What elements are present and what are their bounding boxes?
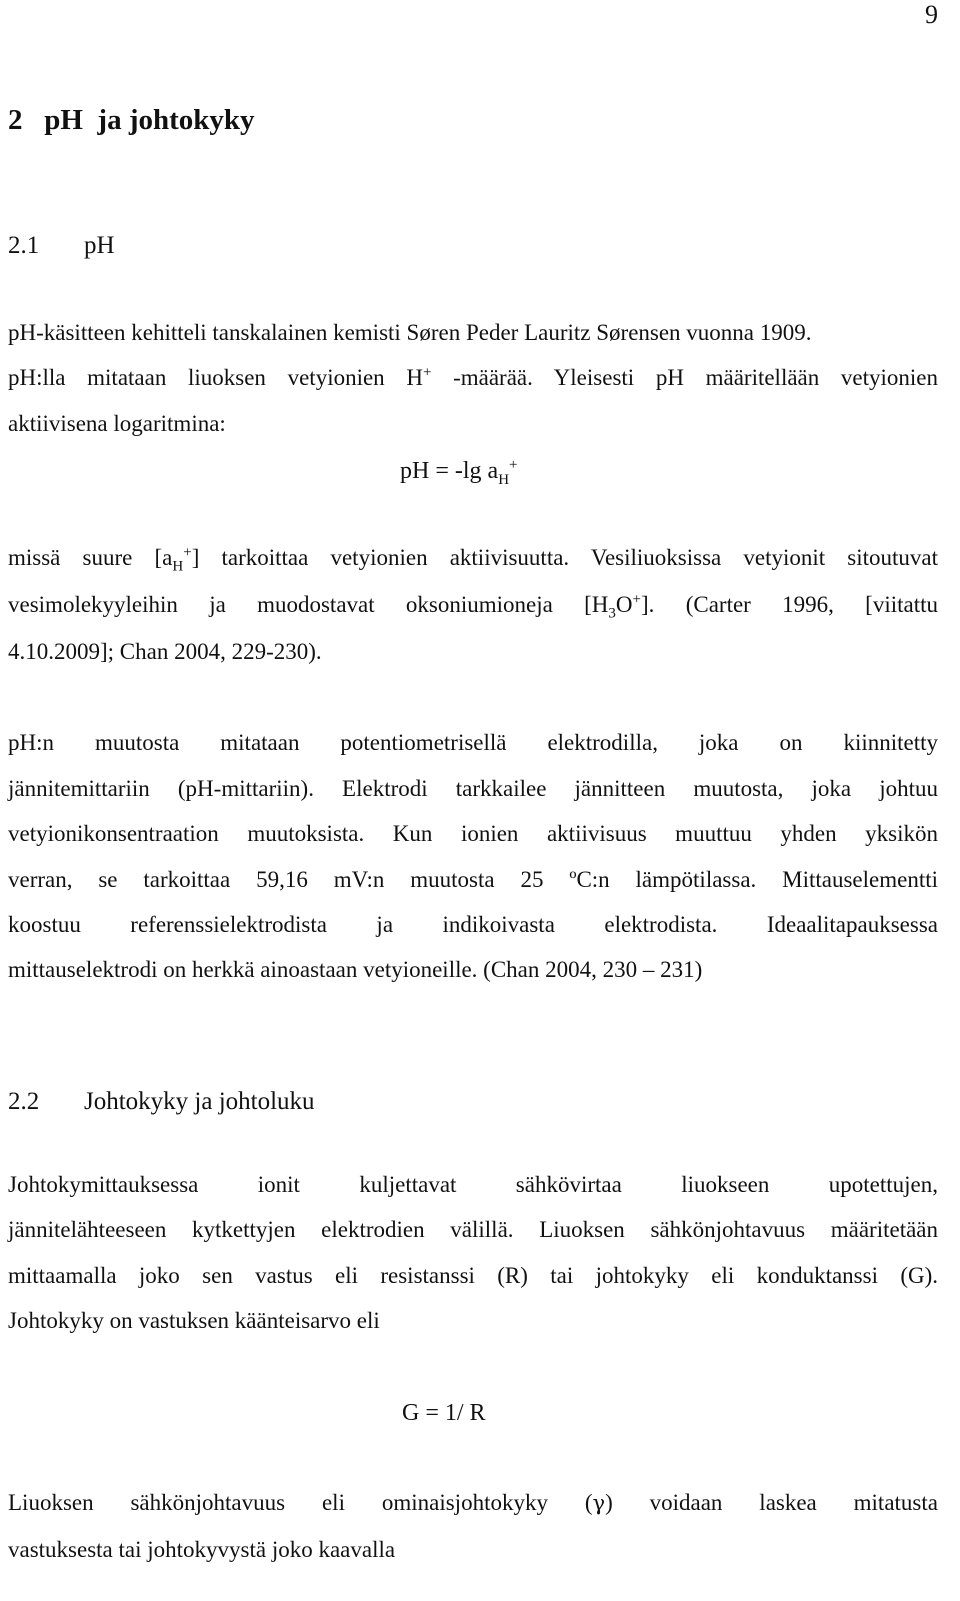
equation-ph: pH = -lg $a_H^+$ <box>400 457 518 488</box>
paragraph-line: vastuksesta tai johtokyvystä joko kaavalla <box>8 1537 396 1562</box>
section-title: pH <box>84 232 115 259</box>
paragraph-line: Liuoksen sähkönjohtavuus eli ominaisjohtokyky (γ) voidaan laskea mitatusta <box>8 1490 938 1515</box>
equation-conductance: G = 1/ R <box>402 1400 486 1426</box>
paragraph-line: mittauselektrodi on herkkä ainoastaan vetyioneille. (Chan 2004, 230 – 231) <box>8 957 703 982</box>
paragraph-line: pH:lla mitataan liuoksen vetyionien H+ -määrää. Yleisesti pH määritellään vetyionien <box>8 364 938 390</box>
chapter-heading: 2 pH ja johtokyky <box>8 104 255 136</box>
paragraph-line: jännitemittariin (pH-mittariin). Elektrodi tarkkailee jännitteen muutosta, joka johtuu <box>8 776 938 801</box>
paragraph-line: vetyionikonsentraation muutoksista. Kun ionien aktiivisuus muuttuu yhden yksikön <box>8 821 938 846</box>
paragraph-line: koostuu referenssielektrodista ja indikoivasta elektrodista. Ideaalitapauksessa <box>8 912 938 937</box>
section-heading-2-2 <box>8 1088 315 1116</box>
paragraph-line: missä suure $[a_H^+]$ tarkoittaa vetyionien aktiivisuutta. Vesiliuoksissa vetyionit sitoutuvat <box>8 544 939 575</box>
paragraph-line: vesimolekyyleihin ja muodostavat oksoniumioneja $[H_3O^+]$. (Carter 1996, [viitattu <box>8 591 938 622</box>
page-number: 9 <box>925 0 938 29</box>
paragraph-line: Johtokyky on vastuksen käänteisarvo eli <box>8 1308 380 1333</box>
paragraph-line: verran, se tarkoittaa 59,16 mV:n muutosta 25 ºC:n lämpötilassa. Mittauselementti <box>8 867 938 892</box>
paragraph-line: Johtokymittauksessa ionit kuljettavat sähkövirtaa liuokseen upotettujen, <box>8 1172 938 1197</box>
paragraph-line: pH:n muutosta mitataan potentiometrisellä elektrodilla, joka on kiinnitetty <box>8 730 938 755</box>
section-heading-2-1 <box>8 232 115 260</box>
section-number: 2.1 <box>8 232 40 259</box>
section-title: Johtokyky ja johtoluku <box>84 1088 315 1115</box>
paragraph-line: mittaamalla joko sen vastus eli resistanssi (R) tai johtokyky eli konduktanssi (G). <box>8 1263 938 1288</box>
paragraph-line: 4.10.2009]; Chan 2004, 229-230). <box>8 639 322 664</box>
paragraph-line: aktiivisena logaritmina: <box>8 411 226 436</box>
section-number: 2.2 <box>8 1088 40 1115</box>
paragraph-line: pH-käsitteen kehitteli tanskalainen kemisti Søren Peder Lauritz Sørensen vuonna 1909. <box>8 320 812 345</box>
paragraph-line: jännitelähteeseen kytkettyjen elektrodien välillä. Liuoksen sähkönjohtavuus määritetään <box>8 1217 938 1242</box>
